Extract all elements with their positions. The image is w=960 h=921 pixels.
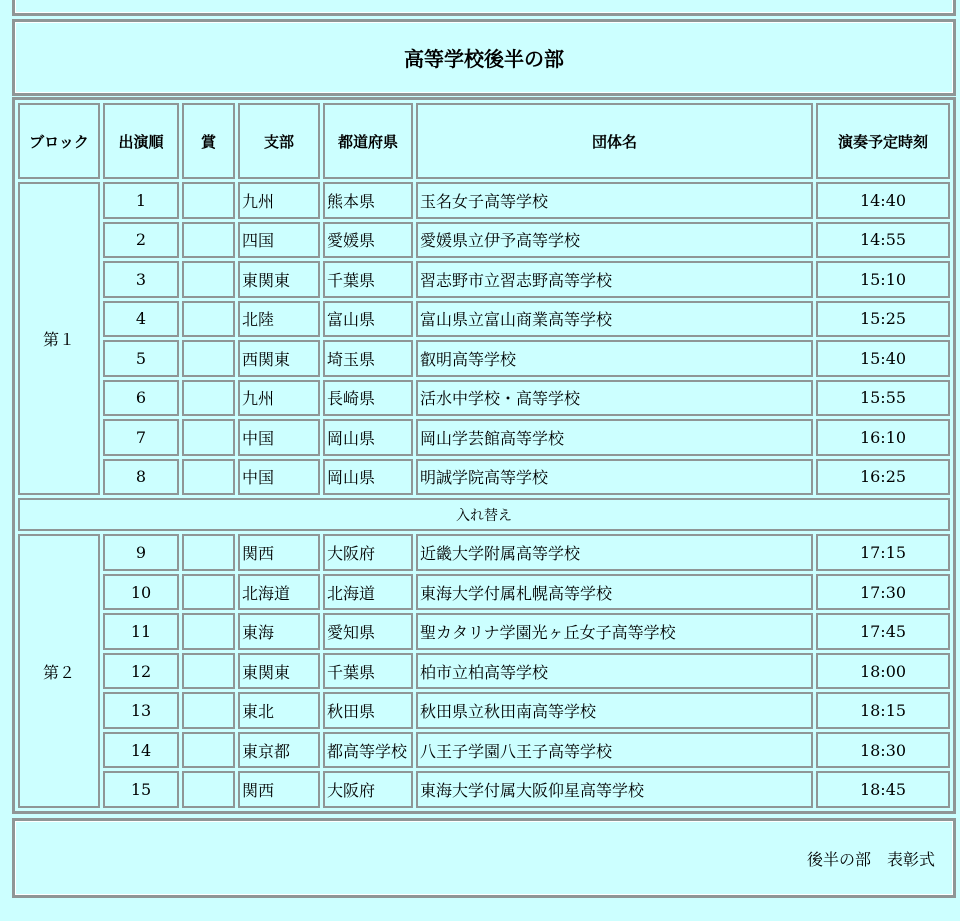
table-row	[18, 692, 950, 729]
order-cell: 6	[103, 380, 179, 417]
time-cell: 18:45	[816, 771, 950, 808]
order-cell: 13	[103, 692, 179, 729]
table-row	[18, 459, 950, 496]
time-cell: 15:55	[816, 380, 950, 417]
previous-section-box	[12, 0, 956, 16]
table-row	[18, 419, 950, 456]
group-cell: 愛媛県立伊予高等学校	[416, 222, 813, 259]
group-cell: 玉名女子高等学校	[416, 182, 813, 219]
branch-cell: 中国	[238, 419, 320, 456]
award-cell	[182, 182, 235, 219]
branch-cell: 九州	[238, 380, 320, 417]
time-cell: 18:15	[816, 692, 950, 729]
prefecture-cell: 長崎県	[323, 380, 413, 417]
table-row	[18, 613, 950, 650]
table-body	[18, 182, 950, 808]
prefecture-cell: 大阪府	[323, 771, 413, 808]
branch-cell: 西関東	[238, 340, 320, 377]
time-cell: 15:10	[816, 261, 950, 298]
prefecture-cell: 愛知県	[323, 613, 413, 650]
group-cell: 岡山学芸館高等学校	[416, 419, 813, 456]
table-row	[18, 301, 950, 338]
header-branch: 支部	[238, 103, 320, 179]
branch-cell: 東関東	[238, 261, 320, 298]
time-cell: 14:40	[816, 182, 950, 219]
award-cell	[182, 301, 235, 338]
time-cell: 16:25	[816, 459, 950, 496]
section-title: 高等学校後半の部	[404, 47, 564, 71]
group-cell: 八王子学園八王子高等学校	[416, 732, 813, 769]
order-cell: 15	[103, 771, 179, 808]
group-cell: 近畿大学附属高等学校	[416, 534, 813, 571]
swap-label: 入れ替え	[18, 498, 950, 531]
footer-text: 後半の部 表彰式	[806, 849, 935, 869]
branch-cell: 関西	[238, 771, 320, 808]
branch-cell: 北海道	[238, 574, 320, 611]
branch-cell: 東関東	[238, 653, 320, 690]
order-cell: 12	[103, 653, 179, 690]
section-title-box	[12, 19, 956, 96]
time-cell: 17:45	[816, 613, 950, 650]
award-cell	[182, 459, 235, 496]
order-cell: 11	[103, 613, 179, 650]
table-row	[18, 261, 950, 298]
table-row	[18, 340, 950, 377]
award-cell	[182, 692, 235, 729]
header-group: 団体名	[416, 103, 813, 179]
order-cell: 7	[103, 419, 179, 456]
prefecture-cell: 千葉県	[323, 653, 413, 690]
branch-cell: 東海	[238, 613, 320, 650]
award-cell	[182, 222, 235, 259]
table-row	[18, 574, 950, 611]
order-cell: 9	[103, 534, 179, 571]
award-cell	[182, 419, 235, 456]
group-cell: 活水中学校・高等学校	[416, 380, 813, 417]
award-cell	[182, 261, 235, 298]
group-cell: 東海大学付属大阪仰星高等学校	[416, 771, 813, 808]
time-cell: 18:00	[816, 653, 950, 690]
group-cell: 聖カタリナ学園光ヶ丘女子高等学校	[416, 613, 813, 650]
award-cell	[182, 613, 235, 650]
prefecture-cell: 大阪府	[323, 534, 413, 571]
time-cell: 17:15	[816, 534, 950, 571]
time-cell: 15:25	[816, 301, 950, 338]
order-cell: 5	[103, 340, 179, 377]
branch-cell: 中国	[238, 459, 320, 496]
award-cell	[182, 534, 235, 571]
group-cell: 秋田県立秋田南高等学校	[416, 692, 813, 729]
footer-box	[12, 818, 956, 898]
branch-cell: 北陸	[238, 301, 320, 338]
group-cell: 明誠学院高等学校	[416, 459, 813, 496]
prefecture-cell: 熊本県	[323, 182, 413, 219]
time-cell: 14:55	[816, 222, 950, 259]
prefecture-cell: 千葉県	[323, 261, 413, 298]
group-cell: 叡明高等学校	[416, 340, 813, 377]
order-cell: 3	[103, 261, 179, 298]
swap-row	[18, 498, 950, 531]
prefecture-cell: 岡山県	[323, 459, 413, 496]
block-label-1: 第１	[18, 182, 100, 495]
schedule-table-frame	[12, 97, 956, 814]
branch-cell: 東京都	[238, 732, 320, 769]
time-cell: 18:30	[816, 732, 950, 769]
order-cell: 4	[103, 301, 179, 338]
award-cell	[182, 732, 235, 769]
header-time: 演奏予定時刻	[816, 103, 950, 179]
order-cell: 1	[103, 182, 179, 219]
prefecture-cell: 岡山県	[323, 419, 413, 456]
branch-cell: 東北	[238, 692, 320, 729]
award-cell	[182, 380, 235, 417]
time-cell: 17:30	[816, 574, 950, 611]
award-cell	[182, 574, 235, 611]
award-cell	[182, 771, 235, 808]
header-block: ブロック	[18, 103, 100, 179]
header-award: 賞	[182, 103, 235, 179]
prefecture-cell: 秋田県	[323, 692, 413, 729]
group-cell: 習志野市立習志野高等学校	[416, 261, 813, 298]
time-cell: 15:40	[816, 340, 950, 377]
award-cell	[182, 340, 235, 377]
table-row	[18, 771, 950, 808]
header-order: 出演順	[103, 103, 179, 179]
header-row	[18, 103, 950, 179]
order-cell: 10	[103, 574, 179, 611]
prefecture-cell: 愛媛県	[323, 222, 413, 259]
table-row	[18, 653, 950, 690]
schedule-table	[15, 100, 953, 811]
branch-cell: 九州	[238, 182, 320, 219]
table-row	[18, 534, 950, 571]
order-cell: 14	[103, 732, 179, 769]
table-row	[18, 182, 950, 219]
block-label-2: 第２	[18, 534, 100, 808]
table-row	[18, 222, 950, 259]
group-cell: 富山県立富山商業高等学校	[416, 301, 813, 338]
prefecture-cell: 埼玉県	[323, 340, 413, 377]
order-cell: 8	[103, 459, 179, 496]
order-cell: 2	[103, 222, 179, 259]
time-cell: 16:10	[816, 419, 950, 456]
group-cell: 東海大学付属札幌高等学校	[416, 574, 813, 611]
table-row	[18, 732, 950, 769]
header-prefecture: 都道府県	[323, 103, 413, 179]
group-cell: 柏市立柏高等学校	[416, 653, 813, 690]
branch-cell: 関西	[238, 534, 320, 571]
award-cell	[182, 653, 235, 690]
branch-cell: 四国	[238, 222, 320, 259]
prefecture-cell: 北海道	[323, 574, 413, 611]
table-row	[18, 380, 950, 417]
prefecture-cell: 都高等学校	[323, 732, 413, 769]
prefecture-cell: 富山県	[323, 301, 413, 338]
